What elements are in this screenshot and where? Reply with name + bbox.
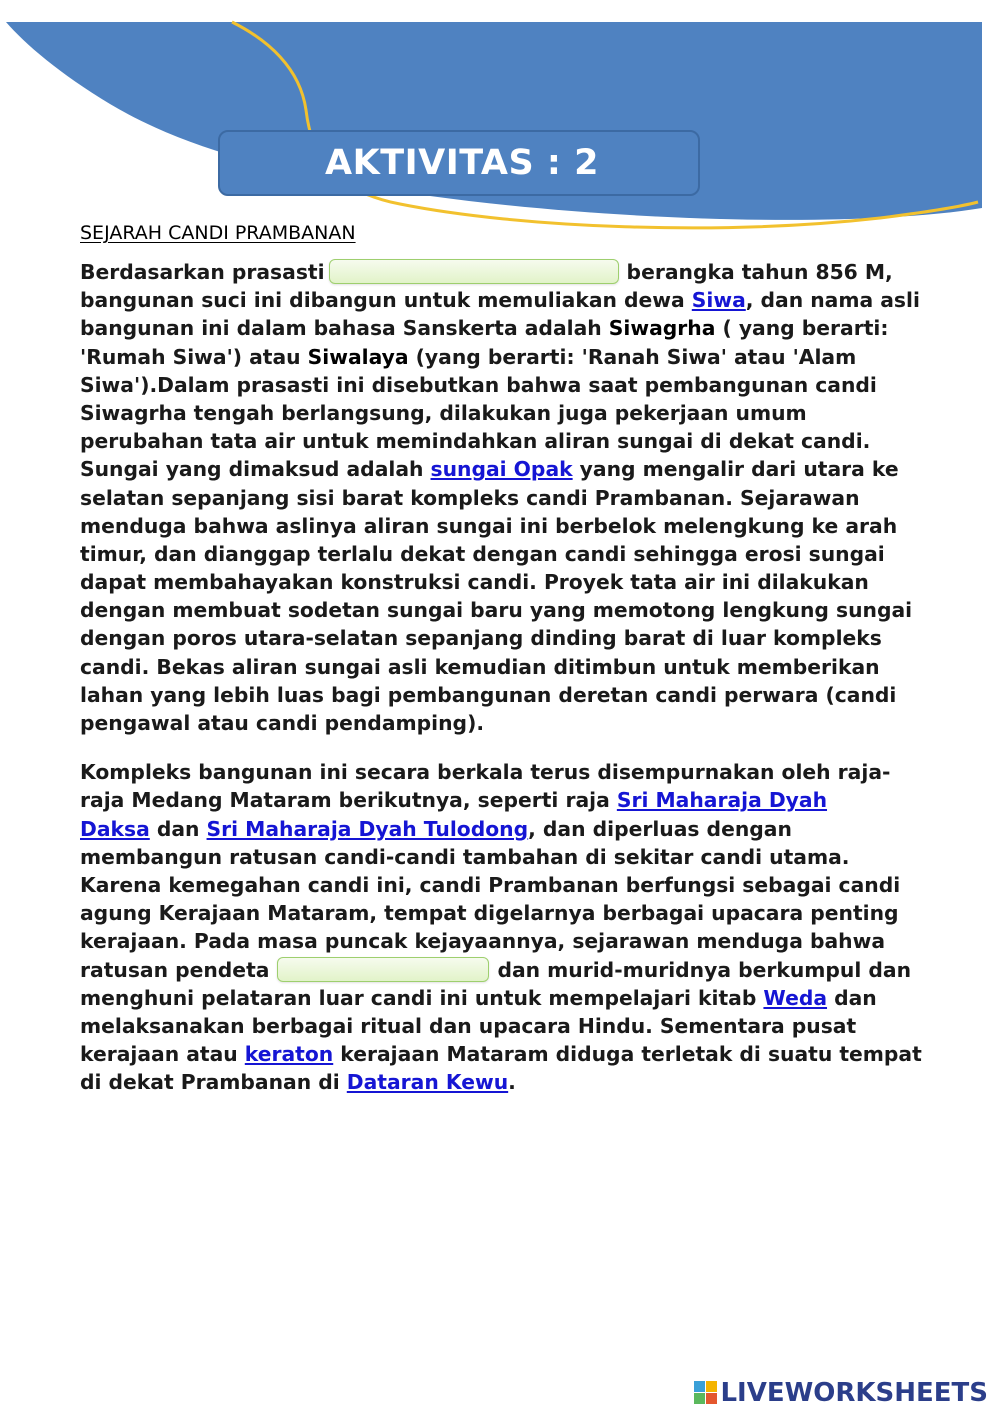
liveworksheets-logo-icon [694,1381,718,1405]
activity-title: AKTIVITAS : 2 [325,143,599,183]
text-line: selatan sepanjang sisi barat kompleks candi Prambanan. Sejarawan [80,485,860,510]
link-weda[interactable]: Weda [763,985,828,1010]
term-siwagrha: Siwagrha [608,316,716,341]
link-keraton[interactable]: keraton [244,1042,334,1067]
text-line: 'Rumah Siwa') atau Siwalaya (yang berarti: 'Ranah Siwa' atau 'Alam [80,344,857,369]
link-sri-maharaja-dyah-tulodong[interactable]: Sri Maharaja Dyah Tulodong [206,816,529,841]
link-dataran-kewu[interactable]: Dataran Kewu [346,1070,509,1095]
text-line: dengan membuat sodetan sungai baru yang memotong lengkung sungai [80,598,913,623]
link-sungai-opak[interactable]: sungai Opak [430,457,573,482]
text-line: menghuni pelataran luar candi ini untuk mempelajari kitab Weda dan [80,985,877,1010]
link-sri-maharaja-dyah-daksa-cont[interactable]: Daksa [80,816,150,841]
text-line: pengawal atau candi pendamping). [80,711,485,735]
text-line: Karena kemegahan candi ini, candi Prambanan berfungsi sebagai candi [80,872,901,897]
text-line: Siwa').Dalam prasasti ini disebutkan bahwa saat pembangunan candi [80,372,877,397]
text-line: dapat membahayakan konstruksi candi. Proyek tata air ini dilakukan [80,570,869,595]
text-line: membangun ratusan candi-candi tambahan di sekitar candi utama. [80,844,850,869]
text-line: Berdasarkan prasasti berangka tahun 856 M, [80,260,893,284]
link-sri-maharaja-dyah-daksa[interactable]: Sri Maharaja Dyah [616,788,828,813]
text-line: menduga bahwa aslinya aliran sungai ini berbelok melengkung ke arah [80,513,898,538]
text-line: Sungai yang dimaksud adalah sungai Opak yang mengalir dari utara ke [80,457,899,482]
text-line: agung Kerajaan Mataram, tempat digelarnya berbagai upacara penting [80,901,899,926]
section-heading: SEJARAH CANDI PRAMBANAN [80,222,356,244]
text-line: perubahan tata air untuk memindahkan aliran sungai di dekat candi. [80,429,871,454]
activity-title-box [218,130,700,196]
text-line: Siwagrha tengah berlangsung, dilakukan juga pekerjaan umum [80,400,807,425]
text-line: melaksanakan berbagai ritual dan upacara Hindu. Sementara pusat [80,1013,857,1038]
text-line: Kompleks bangunan ini secara berkala terus disempurnakan oleh raja- [80,760,891,785]
answer-input-1[interactable] [329,259,619,284]
text-line: lahan yang lebih luas bagi pembangunan deretan candi perwara (candi [80,682,897,707]
text-line: bangunan ini dalam bahasa Sanskerta adalah Siwagrha ( yang berarti: [80,316,889,341]
text-line: bangunan suci ini dibangun untuk memuliakan dewa Siwa, dan nama asli [80,288,920,313]
text-line: candi. Bekas aliran sungai asli kemudian ditimbun untuk memberikan [80,654,880,679]
text-line: dengan poros utara-selatan sepanjang dinding barat di luar kompleks [80,626,882,651]
liveworksheets-branding [694,1378,988,1408]
text-line: timur, dan dianggap terlalu dekat dengan candi sehingga erosi sungai [80,541,885,566]
term-siwalaya: Siwalaya [307,344,409,369]
answer-input-2[interactable] [277,957,489,982]
text-line: kerajaan. Pada masa puncak kejayaannya, sejarawan menduga bahwa [80,929,886,954]
link-siwa[interactable]: Siwa [691,288,746,313]
brand-name: LIVEWORKSHEETS [720,1378,988,1408]
text-line: raja Medang Mataram berikutnya, seperti raja Sri Maharaja Dyah [80,788,828,813]
text-line: Daksa dan Sri Maharaja Dyah Tulodong, dan diperluas dengan [80,816,792,841]
text-line: di dekat Prambanan di Dataran Kewu. [80,1070,516,1095]
worksheet-content [80,258,950,1096]
text-line: kerajaan atau keraton kerajaan Mataram diduga terletak di suatu tempat [80,1042,922,1067]
paragraph-1 [80,258,950,737]
text-line: ratusan pendeta dan murid-muridnya berkumpul dan [80,957,912,982]
paragraph-2 [80,758,950,1096]
